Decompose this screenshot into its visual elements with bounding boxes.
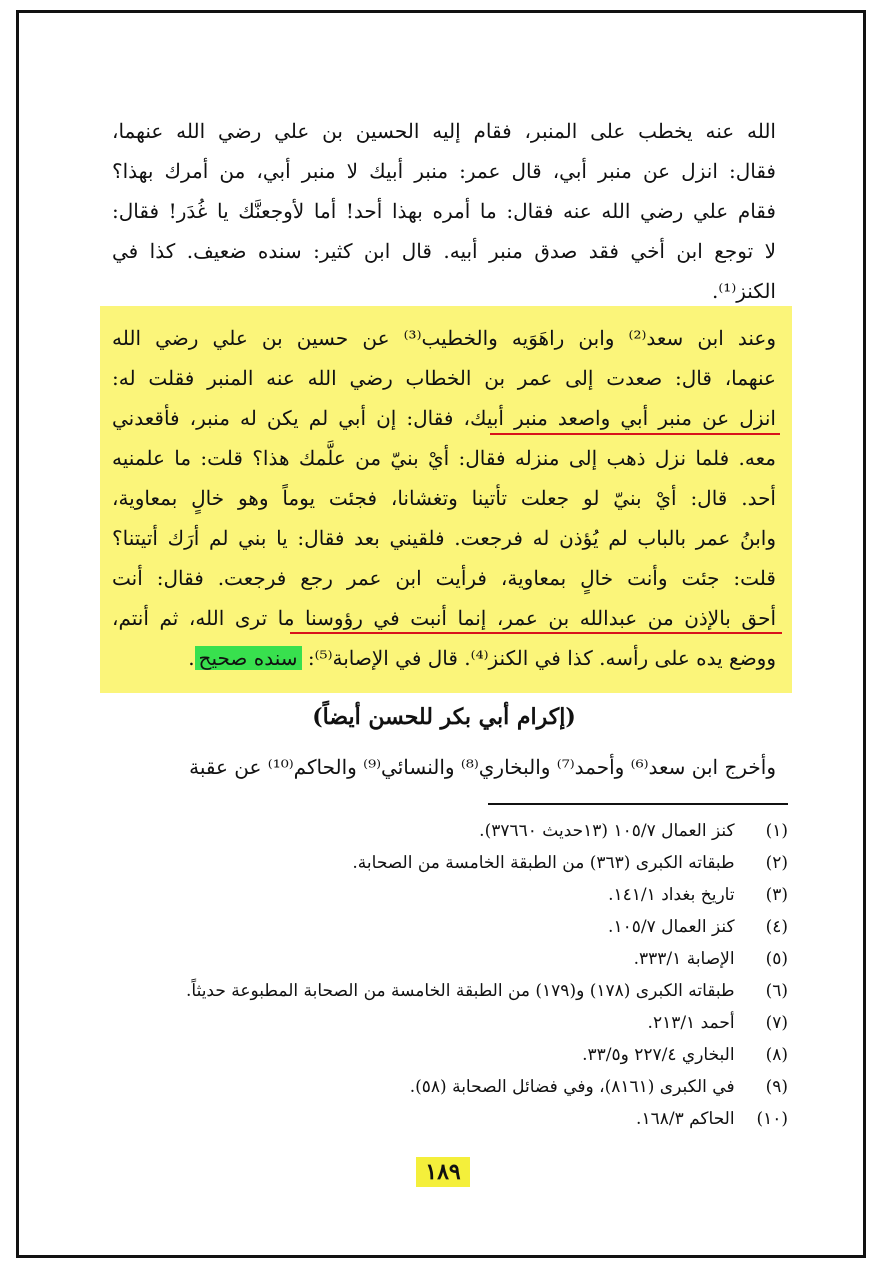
highlighted-text-line: وعند ابن سعد⁽²⁾ وابن راهَوَيه والخطيب⁽³⁾ عن حسين بن علي رضي الله	[112, 326, 776, 350]
section-intro-line: وأخرج ابن سعد⁽⁶⁾ وأحمد⁽⁷⁾ والبخاري⁽⁸⁾ والنسائي⁽⁹⁾ والحاكم⁽¹⁰⁾ عن عقبة	[189, 755, 776, 779]
footnote	[176, 911, 788, 943]
footnote	[176, 879, 788, 911]
footnote	[176, 975, 788, 1007]
footnote-text: أحمد ٢١٣/١.	[647, 1013, 735, 1033]
page-number: ١٨٩	[416, 1157, 470, 1187]
section-heading: (إكرام أبي بكر للحسن أيضاً)	[312, 704, 576, 730]
highlighted-text-line: أحق بالإذن من عبدالله بن عمر، إنما أنبت في رؤوسنا ما ترى الله، ثم أنتم،	[112, 606, 776, 630]
highlighted-text-fragment: ووضع يده على رأسه. كذا في الكنز⁽⁴⁾. قال في الإصابة⁽⁵⁾:	[301, 646, 776, 670]
footnote-text: البخاري ٢٢٧/٤ و٣٣/٥.	[582, 1045, 735, 1065]
footnote-divider	[488, 803, 788, 805]
body-text-line: الكنز⁽¹⁾.	[712, 279, 776, 303]
highlighted-text-fragment: .	[188, 646, 195, 670]
highlighted-text-line: وابنُ عمر بالباب لم يُؤذن له فرجعت. فلقيني بعد فقال: يا بني لم أرَك أتيتنا؟	[112, 526, 776, 550]
body-text-line: فقال: انزل عن منبر أبي، قال عمر: منبر أبيك لا منبر أبي، من أمرك بهذا؟	[112, 159, 776, 183]
footnote-text: كنز العمال ١٠٥/٧ (١٣حديث ٣٧٦٦٠).	[479, 821, 735, 841]
footnote-number: (٨)	[765, 1045, 788, 1065]
footnote-text: في الكبرى (٨١٦١)، وفي فضائل الصحابة (٥٨).	[409, 1077, 735, 1097]
highlighted-text-line: عنهما، قال: صعدت إلى عمر بن الخطاب رضي الله عنه المنبر فقلت له:	[112, 366, 776, 390]
footnote	[176, 1103, 788, 1135]
green-marked-phrase: سنده صحيح	[195, 646, 302, 670]
footnote-number: (٢)	[765, 853, 788, 873]
footnote-number: (٤)	[765, 917, 788, 937]
highlighted-text-line: قلت: جئت وأنت خالٍ بمعاوية، فرأيت ابن عمر رجع فرجعت. فقال: أنت	[112, 566, 776, 590]
footnote	[176, 1007, 788, 1039]
red-underline-mark	[490, 433, 780, 435]
red-underline-mark	[290, 632, 782, 634]
footnote-number: (٦)	[765, 981, 788, 1001]
body-text-line: لا توجع ابن أخي فقد صدق منبر أبيه. قال ابن كثير: سنده ضعيف. كذا في	[112, 239, 776, 263]
highlighted-text-line-last	[112, 638, 776, 678]
footnote-number: (٣)	[765, 885, 788, 905]
footnote-number: (٧)	[765, 1013, 788, 1033]
footnote-number: (١)	[765, 821, 788, 841]
footnote-number: (١٠)	[756, 1109, 788, 1129]
footnote-text: تاريخ بغداد ١٤١/١.	[608, 885, 735, 905]
footnote	[176, 847, 788, 879]
body-text-line: فقام علي رضي الله عنه فقال: ما أمره بهذا أحد! أما لأوجعنَّك يا غُدَر! فقال:	[112, 199, 776, 223]
footnote-number: (٩)	[765, 1077, 788, 1097]
highlighted-text-line: أحد. قال: أيْ بنيّ لو جعلت تأتينا وتغشانا، فجئت يوماً وهو خالٍ بمعاوية،	[112, 486, 776, 510]
footnote-text: طبقاته الكبرى (٣٦٣) من الطبقة الخامسة من الصحابة.	[352, 853, 735, 873]
footnote-number: (٥)	[765, 949, 788, 969]
footnote	[176, 943, 788, 975]
footnote-text: الحاكم ١٦٨/٣.	[636, 1109, 735, 1129]
footnote-text: طبقاته الكبرى (١٧٨) و(١٧٩) من الطبقة الخامسة من الصحابة المطبوعة حديثاً.	[185, 981, 735, 1001]
footnote	[176, 815, 788, 847]
footnote	[176, 1071, 788, 1103]
body-text-line: الله عنه يخطب على المنبر، فقام إليه الحسين بن علي رضي الله عنهما،	[112, 119, 776, 143]
footnote-text: كنز العمال ١٠٥/٧.	[608, 917, 735, 937]
footnote	[176, 1039, 788, 1071]
highlighted-text-line: انزل عن منبر أبي واصعد منبر أبيك، فقال: إن أبي لم يكن له منبر، فأقعدني	[112, 406, 776, 430]
footnote-text: الإصابة ٣٣٣/١.	[633, 949, 735, 969]
highlighted-text-line: معه. فلما نزل ذهب إلى منزله فقال: أيْ بنيّ من علَّمك هذا؟ قلت: ما علمنيه	[112, 446, 776, 470]
